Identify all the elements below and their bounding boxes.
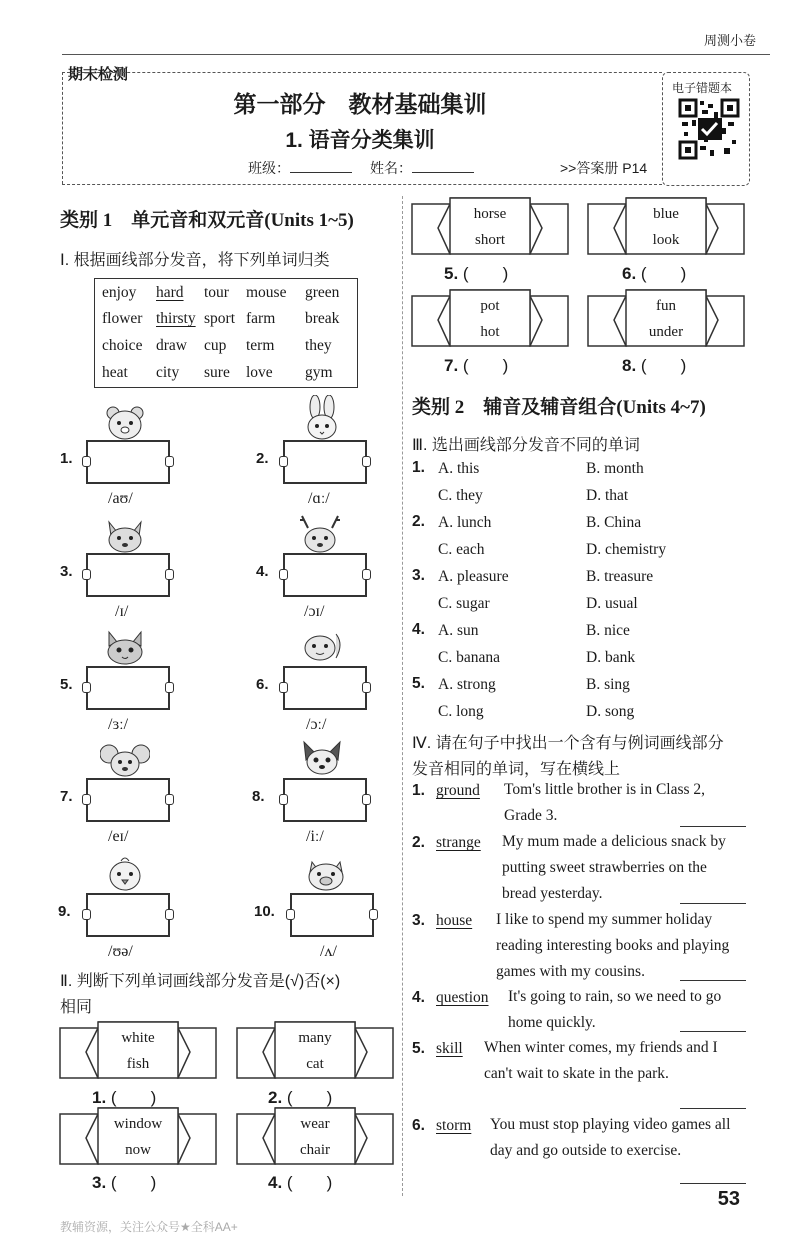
word: tour [204, 284, 229, 301]
frame-number: 2. [256, 450, 269, 467]
item-number: 5. [412, 1040, 425, 1057]
bear-icon [103, 405, 147, 441]
name-label: 姓名： [370, 160, 412, 176]
option-b[interactable]: B. month [586, 460, 644, 477]
phonetic-label: /ʊə/ [108, 943, 133, 960]
part-title: 第一部分 教材基础集训 [233, 91, 487, 118]
frame-number: 3. [60, 563, 73, 580]
answer-frame-5[interactable] [86, 666, 170, 710]
option-a[interactable]: A. this [438, 460, 480, 477]
question-number: 1. [412, 459, 425, 476]
word-pair-ribbon [410, 194, 570, 258]
answer-line[interactable] [680, 1108, 746, 1109]
option-b[interactable]: B. sing [586, 676, 630, 693]
section-4-title: Ⅳ. 请在句子中找出一个含有与例词画线部分 [412, 735, 724, 752]
word: sport [204, 310, 235, 327]
question-number: 3. [412, 567, 425, 584]
pair-word: fish [126, 1056, 150, 1072]
answer-line[interactable] [680, 980, 746, 981]
pair-word: wear [300, 1116, 330, 1132]
class-label: 班级： [248, 160, 290, 176]
exam-tag: 期末检测 [68, 63, 134, 84]
item-number: 2. [412, 834, 425, 851]
option-a[interactable]: A. pleasure [438, 568, 509, 585]
phonetic-label: /aʊ/ [108, 490, 133, 507]
answer-line[interactable] [680, 826, 746, 827]
answer-blank[interactable]: 1. ( ) [92, 1088, 157, 1107]
pair-word: cat [306, 1056, 324, 1072]
phonetic-label: /ɔɪ/ [304, 603, 325, 620]
phonetic-label: /ɜː/ [108, 716, 129, 733]
frame-number: 8. [252, 788, 265, 805]
answer-blank[interactable]: 3. ( ) [92, 1173, 157, 1192]
rabbit-icon [300, 395, 344, 441]
example-word: strange [436, 834, 481, 851]
pig-icon [304, 856, 348, 892]
sentence-line: My mum made a delicious snack by [502, 833, 726, 850]
pair-word: look [652, 232, 680, 248]
phonetic-label: /ɪ/ [115, 603, 129, 620]
option-c[interactable]: C. they [438, 487, 483, 504]
question-number: 2. [412, 513, 425, 530]
answer-blank[interactable]: 7. ( ) [444, 356, 509, 375]
word: term [246, 337, 275, 354]
sentence-line: Tom's little brother is in Class 2, [504, 781, 706, 798]
mouse-icon [100, 742, 150, 778]
section-4-title-cont: 发音相同的单词，写在横线上 [412, 761, 621, 778]
answer-blank[interactable]: 8. ( ) [622, 356, 687, 375]
word-pair-ribbon [235, 1018, 395, 1082]
watermark: 教辅资源，关注公众号★全科AA+ [60, 1220, 238, 1234]
unit-title: 1. 语音分类集训 [285, 129, 435, 152]
pair-word: window [113, 1116, 163, 1132]
word: mouse [246, 284, 287, 301]
word: draw [156, 337, 187, 354]
pair-word: blue [653, 206, 679, 222]
answer-reference: >>答案册 P14 [560, 160, 648, 176]
pair-word: white [121, 1030, 155, 1046]
pair-word: now [125, 1142, 151, 1158]
word-pair-ribbon [586, 286, 746, 350]
pair-word: pot [480, 298, 500, 314]
pair-word: short [475, 232, 505, 248]
example-word: ground [436, 782, 480, 799]
frame-number: 10. [254, 903, 275, 920]
sentence-line: bread yesterday. [502, 885, 603, 902]
word: flower [102, 310, 143, 327]
item-number: 1. [412, 782, 425, 799]
answer-frame-9[interactable] [86, 893, 170, 937]
corner-label: 周测小卷 [703, 33, 756, 48]
item-number: 3. [412, 912, 425, 929]
sentence-line: can't wait to skate in the park. [484, 1065, 669, 1082]
pair-word: many [298, 1030, 332, 1046]
class-field[interactable] [248, 158, 352, 178]
fox-icon [103, 518, 147, 554]
category-1-title: 类别 1 单元音和双元音(Units 1~5) [60, 210, 354, 231]
section-3-title: Ⅲ. 选出画线部分发音不同的单词 [412, 437, 640, 454]
word: thirsty [156, 310, 196, 327]
example-word: storm [436, 1117, 472, 1134]
question-number: 5. [412, 675, 425, 692]
phonetic-label: /ʌ/ [320, 943, 337, 960]
option-c[interactable]: C. long [438, 703, 484, 720]
answer-frame-4[interactable] [283, 553, 367, 597]
qr-label: 电子错题本 [672, 81, 733, 95]
sentence-line: When winter comes, my friends and I [484, 1039, 718, 1056]
answer-frame-3[interactable] [86, 553, 170, 597]
deer-icon [298, 514, 342, 554]
sentence-line: home quickly. [508, 1014, 596, 1031]
word: enjoy [102, 284, 137, 301]
item-number: 4. [412, 989, 425, 1006]
category-2-title: 类别 2 辅音及辅音组合(Units 4~7) [412, 397, 706, 418]
frame-number: 9. [58, 903, 71, 920]
pair-word: horse [473, 206, 507, 222]
squirrel-icon [300, 628, 344, 664]
chick-icon [103, 855, 147, 891]
frame-number: 5. [60, 676, 73, 693]
word-pair-ribbon [235, 1104, 395, 1168]
question-number: 4. [412, 621, 425, 638]
example-word: skill [436, 1040, 463, 1057]
word: break [305, 310, 340, 327]
option-d[interactable]: D. song [586, 703, 635, 720]
option-b[interactable]: B. nice [586, 622, 630, 639]
word: cup [204, 337, 227, 354]
section-1-title: Ⅰ. 根据画线部分发音，将下列单词归类 [60, 252, 330, 269]
word-pair-ribbon [410, 286, 570, 350]
option-d[interactable]: D. bank [586, 649, 636, 666]
frame-number: 6. [256, 676, 269, 693]
option-d[interactable]: D. chemistry [586, 541, 667, 558]
word: sure [204, 364, 230, 381]
option-a[interactable]: A. strong [438, 676, 496, 693]
dog-icon [300, 740, 344, 776]
word: love [246, 364, 273, 381]
phonetic-label: /iː/ [306, 828, 324, 845]
page-number: 53 [717, 1188, 740, 1210]
pair-word: fun [656, 298, 676, 314]
word-pair-ribbon [58, 1104, 218, 1168]
answer-frame-10[interactable] [290, 893, 374, 937]
option-c[interactable]: C. each [438, 541, 485, 558]
sentence-line: reading interesting books and playing [496, 937, 730, 954]
answer-line[interactable] [680, 1031, 746, 1032]
answer-blank[interactable]: 2. ( ) [268, 1088, 333, 1107]
frame-number: 1. [60, 450, 73, 467]
pair-word: chair [300, 1142, 330, 1158]
option-d[interactable]: D. that [586, 487, 629, 504]
example-word: question [436, 989, 489, 1006]
option-d[interactable]: D. usual [586, 595, 638, 612]
word: city [156, 364, 180, 381]
phonetic-label: /ɑː/ [308, 490, 330, 507]
answer-frame-6[interactable] [283, 666, 367, 710]
option-b[interactable]: B. China [586, 514, 642, 531]
option-a[interactable]: A. lunch [438, 514, 492, 531]
item-number: 6. [412, 1117, 425, 1134]
example-word: house [436, 912, 473, 929]
option-b[interactable]: B. treasure [586, 568, 654, 585]
answer-blank[interactable]: 5. ( ) [444, 264, 509, 283]
cat-icon [103, 630, 147, 666]
answer-frame-8[interactable] [283, 778, 367, 822]
name-field[interactable] [370, 158, 474, 178]
sentence-line: Grade 3. [504, 807, 558, 824]
option-c[interactable]: C. sugar [438, 595, 490, 612]
answer-blank[interactable]: 4. ( ) [268, 1173, 333, 1192]
sentence-line: games with my cousins. [496, 963, 645, 980]
word: hard [156, 284, 184, 301]
word: farm [246, 310, 276, 327]
section-2-title: Ⅱ. 判断下列单词画线部分发音是(√)否(×) [60, 973, 341, 990]
frame-number: 4. [256, 563, 269, 580]
answer-frame-1[interactable] [86, 440, 170, 484]
word: green [305, 284, 340, 301]
phonetic-label: /ɔː/ [306, 716, 327, 733]
sentence-line: day and go outside to exercise. [490, 1142, 682, 1159]
option-a[interactable]: A. sun [438, 622, 479, 639]
answer-frame-7[interactable] [86, 778, 170, 822]
word-pair-ribbon [586, 194, 746, 258]
sentence-line: You must stop playing video games all [490, 1116, 731, 1133]
answer-line[interactable] [680, 1183, 746, 1184]
answer-line[interactable] [680, 903, 746, 904]
answer-blank[interactable]: 6. ( ) [622, 264, 687, 283]
option-c[interactable]: C. banana [438, 649, 500, 666]
word: heat [102, 364, 128, 381]
sentence-line: It's going to rain, so we need to go [508, 988, 722, 1005]
answer-frame-2[interactable] [283, 440, 367, 484]
word: choice [102, 337, 143, 354]
pair-word: hot [480, 324, 500, 340]
word-pair-ribbon [58, 1018, 218, 1082]
phonetic-label: /eɪ/ [108, 828, 129, 845]
section-2-title-cont: 相同 [60, 999, 93, 1016]
word: gym [305, 364, 333, 381]
frame-number: 7. [60, 788, 73, 805]
sentence-line: putting sweet strawberries on the [502, 859, 707, 876]
pair-word: under [648, 324, 684, 340]
word: they [305, 337, 332, 354]
sentence-line: I like to spend my summer holiday [496, 911, 713, 928]
